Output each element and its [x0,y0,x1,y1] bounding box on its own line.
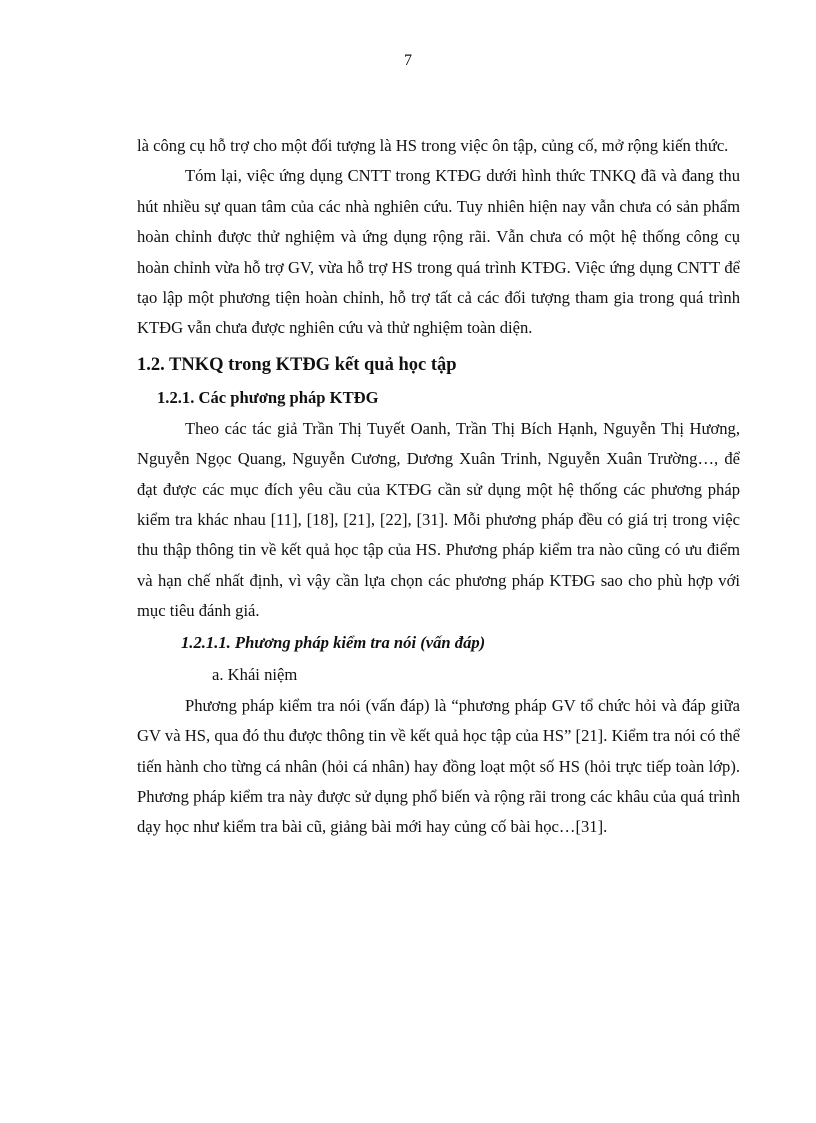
subsection-heading-1-2-1: 1.2.1. Các phương pháp KTĐG [157,387,379,407]
paragraph-methods: Theo các tác giả Trần Thị Tuyết Oanh, Trần Thị Bích Hạnh, Nguyễn Thị Hương, Nguyễn Ngọc Quang, Nguyễn Cương, Dương Xuân Trinh, Nguyễn Xuân Trường…, để đạt được các mục đích yêu cầu của KTĐG cần sử dụng một hệ thống các phương pháp kiểm tra khác nhau [11], [18], [21], [22], [31]. Mỗi phương pháp đều có giá trị trong việc thu thập thông tin về kết quả học tập của HS. Phương pháp kiểm tra nào cũng có ưu điểm và hạn chế nhất định, vì vậy cần lựa chọn các phương pháp KTĐG sao cho phù hợp với mục tiêu đánh giá. [137,418,740,621]
list-item-concept: a. Khái niệm [212,664,298,684]
paragraph-summary: Tóm lại, việc ứng dụng CNTT trong KTĐG dưới hình thức TNKQ đã và đang thu hút nhiều sự quan tâm của các nhà nghiên cứu. Tuy nhiên hiện nay vẫn chưa có sản phẩm hoàn chỉnh được thử nghiệm và ứng dụng rộng rãi. Vẫn chưa có một hệ thống công cụ hoàn chỉnh vừa hỗ trợ GV, vừa hỗ trợ HS trong quá trình KTĐG. Việc ứng dụng CNTT để tạo lập một phương tiện hoàn chỉnh, hỗ trợ tất cả các đối tượng tham gia trong quá trình KTĐG vẫn chưa được nghiên cứu và thử nghiệm toàn diện. [137,166,740,338]
page-number: 7 [404,52,412,69]
subsubsection-heading-1-2-1-1: 1.2.1.1. Phương pháp kiểm tra nói (vấn đáp) [181,632,486,652]
paragraph-continuation: là công cụ hỗ trợ cho một đối tượng là HS trong việc ôn tập, củng cố, mở rộng kiến thức. [137,136,729,155]
section-heading-1-2: 1.2. TNKQ trong KTĐG kết quả học tập [137,354,457,375]
document-body [137,131,740,843]
paragraph-oral-test: Phương pháp kiểm tra nói (vấn đáp) là “phương pháp GV tổ chức hỏi và đáp giữa GV và HS, qua đó thu được thông tin về kết quả học tập của HS” [21]. Kiểm tra nói có thể tiến hành cho từng cá nhân (hỏi cá nhân) hay đồng loạt một số HS (hỏi trực tiếp toàn lớp). Phương pháp kiểm tra này được sử dụng phổ biến và rộng rãi trong các khâu của quá trình dạy học như kiểm tra bài cũ, giảng bài mới hay củng cố bài học…[31]. [137,695,740,837]
